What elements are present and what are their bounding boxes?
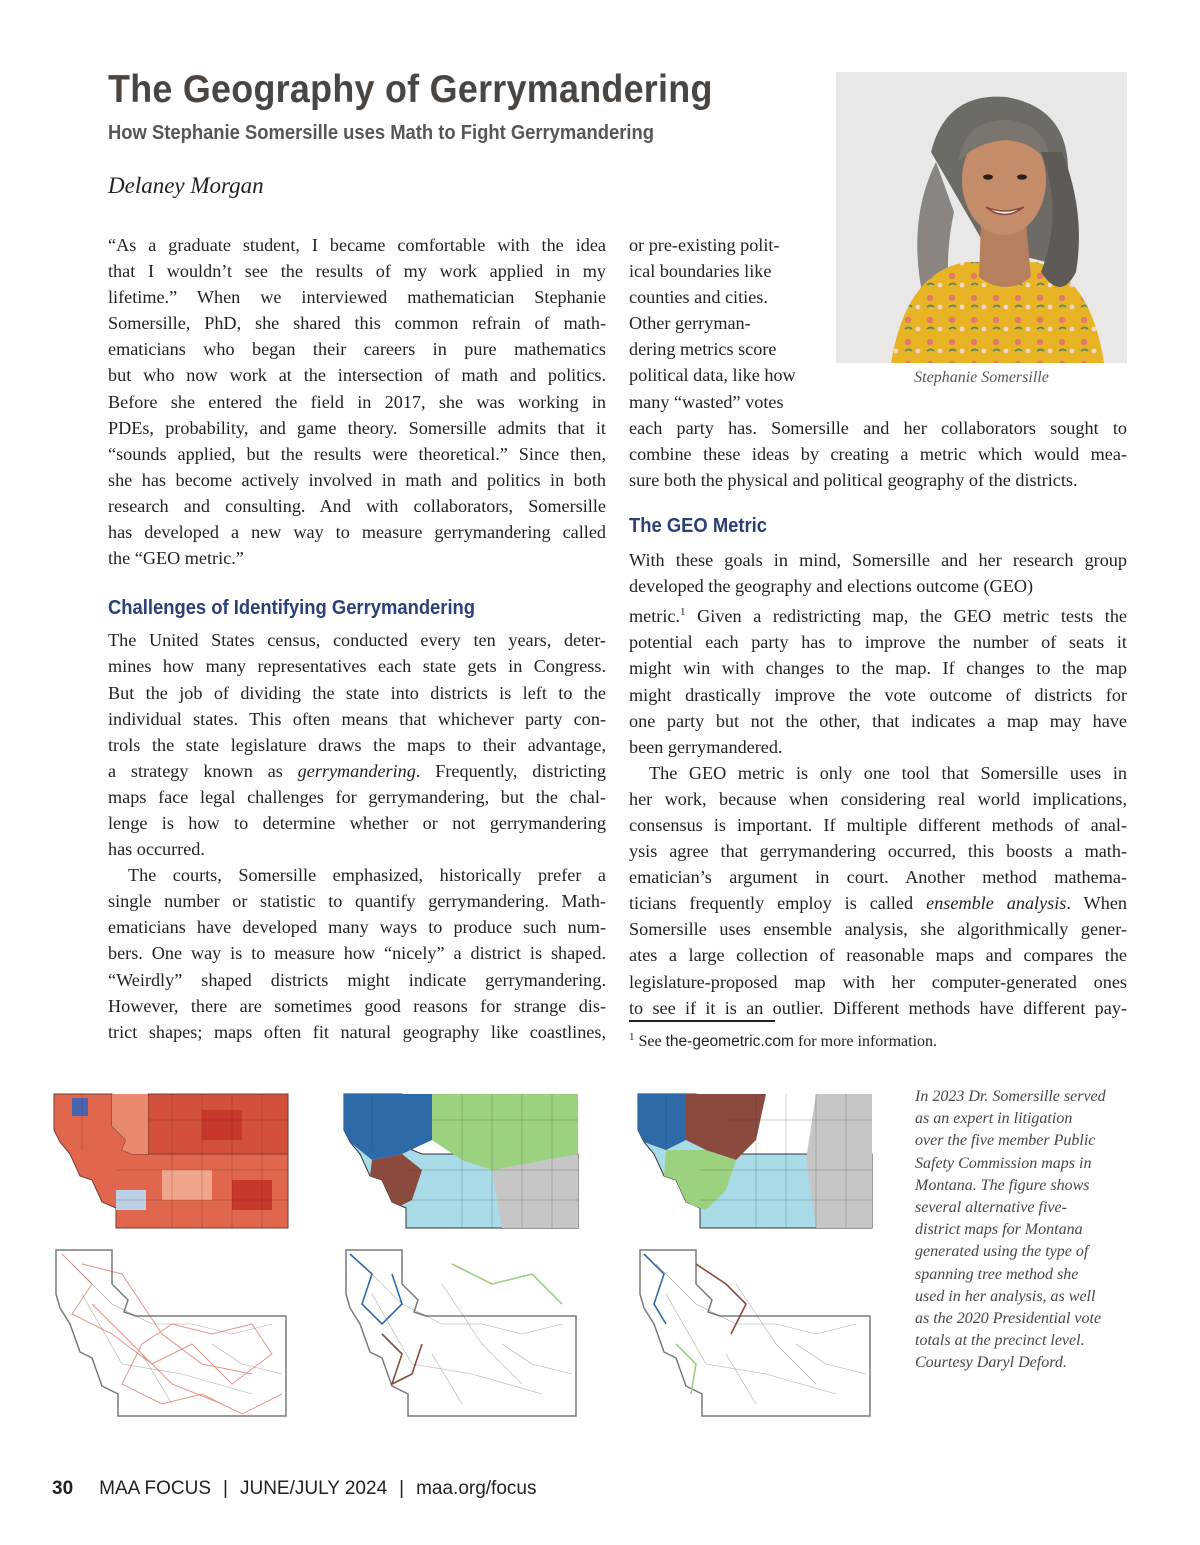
publication-name: MAA FOCUS [99,1478,212,1499]
text-line: Before she entered the field in 2017, she was working in [108,391,606,412]
text-line: might win with changes to the map. If changes to the map [629,658,1127,679]
portrait-illustration [836,72,1127,363]
montana-graph-vote [52,1244,290,1424]
caption-line: generated using the type of [915,1243,1089,1261]
text-line: “As a graduate student, I became comfortable with the idea [108,235,606,255]
footnote [629,1031,937,1051]
text-line: combine these ideas by creating a metric which would mea- [629,443,1127,464]
caption-line: spanning tree method she [915,1265,1079,1283]
text-line: but who now work at the intersection of math and politics. [108,365,606,386]
text-run: metric. [629,606,681,627]
text-line: might drastically improve the vote outcome of districts for [629,684,1127,705]
text-line: political data, like how [629,365,796,386]
text-line: The GEO metric is only one tool that Somersille uses in [649,762,1127,783]
map-vote-totals [52,1090,290,1235]
challenges-paragraph-1 [108,627,606,862]
challenges-paragraph-2 [108,862,606,1045]
photo-caption: Stephanie Somersille [914,369,1049,386]
text-line: Other gerryman- [629,313,751,334]
text-line: lifetime.” When we interviewed mathematician Stephanie [108,287,606,308]
map-plan-b [636,1090,874,1235]
text-line: maps face legal challenges for gerrymandering, but the chal- [108,786,606,807]
montana-district-map-b [636,1090,874,1230]
caption-line: totals at the precinct level. [915,1332,1085,1350]
caption-line: Montana. The figure shows [915,1176,1090,1194]
text-line: single number or statistic to quantify gerrymandering. Math- [108,891,606,912]
caption-line: several alternative five- [915,1199,1067,1217]
figure-caption [915,1086,1127,1375]
text-line [108,758,606,784]
caption-line: In 2023 Dr. Somersille served [915,1088,1106,1105]
text-line: counties and cities. [629,287,768,308]
text-line: potential each party has to improve the number of seats it [629,632,1127,653]
text-line: the “GEO metric.” [108,548,244,569]
text-line: consensus is important. If multiple different methods of anal- [629,814,1127,835]
text-line: bers. One way is to measure how “nicely” a district is shaped. [108,943,606,964]
footnote-link[interactable]: the-geometric.com [665,1033,794,1050]
text-line: The courts, Somersille emphasized, historically prefer a [128,865,606,886]
section-heading-geo-metric: The GEO Metric [629,514,768,537]
text-line: developed the geography and elections outcome (GEO) [629,576,1034,597]
footnote-marker: 1 [680,606,686,619]
text-line: she has become actively involved in math and politics in both [108,469,606,490]
caption-line: as an expert in litigation [915,1110,1073,1128]
text-line: individual states. This often means that whichever party con- [108,708,606,729]
text-line: that I wouldn’t see the results of my work applied in my [108,261,606,282]
text-line: trict shapes; maps often fit natural geography like coastlines, [108,1021,606,1042]
caption-line: as the 2020 Presidential vote [915,1310,1102,1328]
page-number: 30 [52,1478,74,1499]
text-line: But the job of dividing the state into districts is left to the [108,682,606,703]
text-run: Given a redistricting map, the GEO metric tests the [685,606,1127,627]
term-gerrymandering: gerrymandering [297,760,416,781]
geo-paragraph-1 [629,547,1127,760]
text-run: ticians frequently employ is called [629,893,927,914]
text-line: sure both the physical and political geography of the districts. [629,469,1078,490]
text-line: each party has. Somersille and her collaborators sought to [629,417,1127,438]
footer-separator: | [399,1478,405,1499]
text-line [629,599,1127,629]
montana-district-map-a [342,1090,580,1230]
text-run: . When [1066,893,1127,914]
caption-line: used in her analysis, as well [915,1287,1096,1305]
text-line: PDEs, probability, and game theory. Somersille admits that it [108,417,606,438]
portrait-photo [836,72,1127,363]
footnote-number: 1 [629,1031,635,1043]
footnote-text: See [638,1033,666,1050]
text-line: With these goals in mind, Somersille and her research group [629,550,1127,571]
map-plan-a [342,1090,580,1235]
text-line: mines how many representatives each state gets in Congress. [108,656,606,677]
text-line: ematician’s argument in court. Another method mathema- [629,867,1127,888]
text-line: “Weirdly” shaped districts might indicate gerrymandering. [108,969,606,990]
text-line: one party but not the other, that indicates a map may have [629,710,1127,731]
text-line: ematicians have developed many ways to produce such num- [108,917,606,938]
caption-line: Safety Commission maps in [915,1154,1092,1172]
text-line: has developed a new way to measure gerrymandering called [108,522,606,543]
page-footer [52,1478,536,1500]
term-ensemble-analysis: ensemble analysis [926,893,1067,914]
footer-site-link[interactable]: maa.org/focus [416,1478,537,1499]
text-run: . Frequently, districting [415,760,606,781]
montana-graph-a [342,1244,580,1424]
graph-plan-b [636,1244,874,1429]
text-line: ysis agree that gerrymandering occurred, this boosts a math- [629,841,1127,862]
text-line: has occurred. [108,839,205,860]
text-line: The United States census, conducted every ten years, deter- [108,630,606,651]
text-line: ematicians who began their careers in pure mathematics [108,339,606,360]
text-line: legislature-proposed map with her computer-generated ones [629,971,1127,992]
text-line: “sounds applied, but the results were theoretical.” Since then, [108,443,606,464]
montana-vote-map [52,1090,290,1230]
author-byline: Delaney Morgan [108,173,264,198]
text-line: to see if it is an outlier. Different methods have different pay- [629,997,1127,1018]
text-line: ical boundaries like [629,261,772,282]
graph-vote-totals [52,1244,290,1429]
text-line: Somersille, PhD, she shared this common refrain of math- [108,313,606,334]
intro-paragraph [108,232,606,571]
left-column [108,232,606,1045]
text-line: been gerrymandered. [629,736,783,757]
text-line: lenge is how to determine whether or not gerrymandering [108,812,606,833]
text-line: her work, because when considering real world implications, [629,788,1127,809]
text-line: trols the state legislature draws the maps to their advantage, [108,734,606,755]
issue-date: JUNE/JULY 2024 [239,1478,388,1499]
caption-line: over the five member Public [915,1132,1096,1150]
text-line: However, there are sometimes good reasons for strange dis- [108,995,606,1016]
caption-line: Courtesy Daryl Deford. [915,1354,1067,1372]
montana-graph-b [636,1244,874,1424]
footer-separator: | [223,1478,228,1499]
text-line: many “wasted” votes [629,391,784,412]
text-line: Somersille uses ensemble analysis, she algorithmically gener- [629,919,1127,940]
article-subtitle: How Stephanie Somersille uses Math to Fight Gerrymandering [108,122,654,144]
caption-line: district maps for Montana [915,1221,1083,1239]
section-heading-challenges: Challenges of Identifying Gerrymandering [108,597,476,620]
article-title: The Geography of Gerrymandering [108,68,713,111]
text-line: dering metrics score [629,339,777,360]
graph-plan-a [342,1244,580,1429]
footnote-rule [629,1020,775,1022]
text-run: a strategy known as [108,760,298,781]
text-line: or pre-existing polit- [629,235,780,255]
text-line [629,890,1127,916]
footnote-text: for more information. [793,1033,938,1050]
geo-paragraph-2 [629,760,1127,1021]
text-line: research and consulting. And with collaborators, Somersille [108,495,606,516]
text-line: ates a large collection of reasonable maps and compares the [629,945,1127,966]
